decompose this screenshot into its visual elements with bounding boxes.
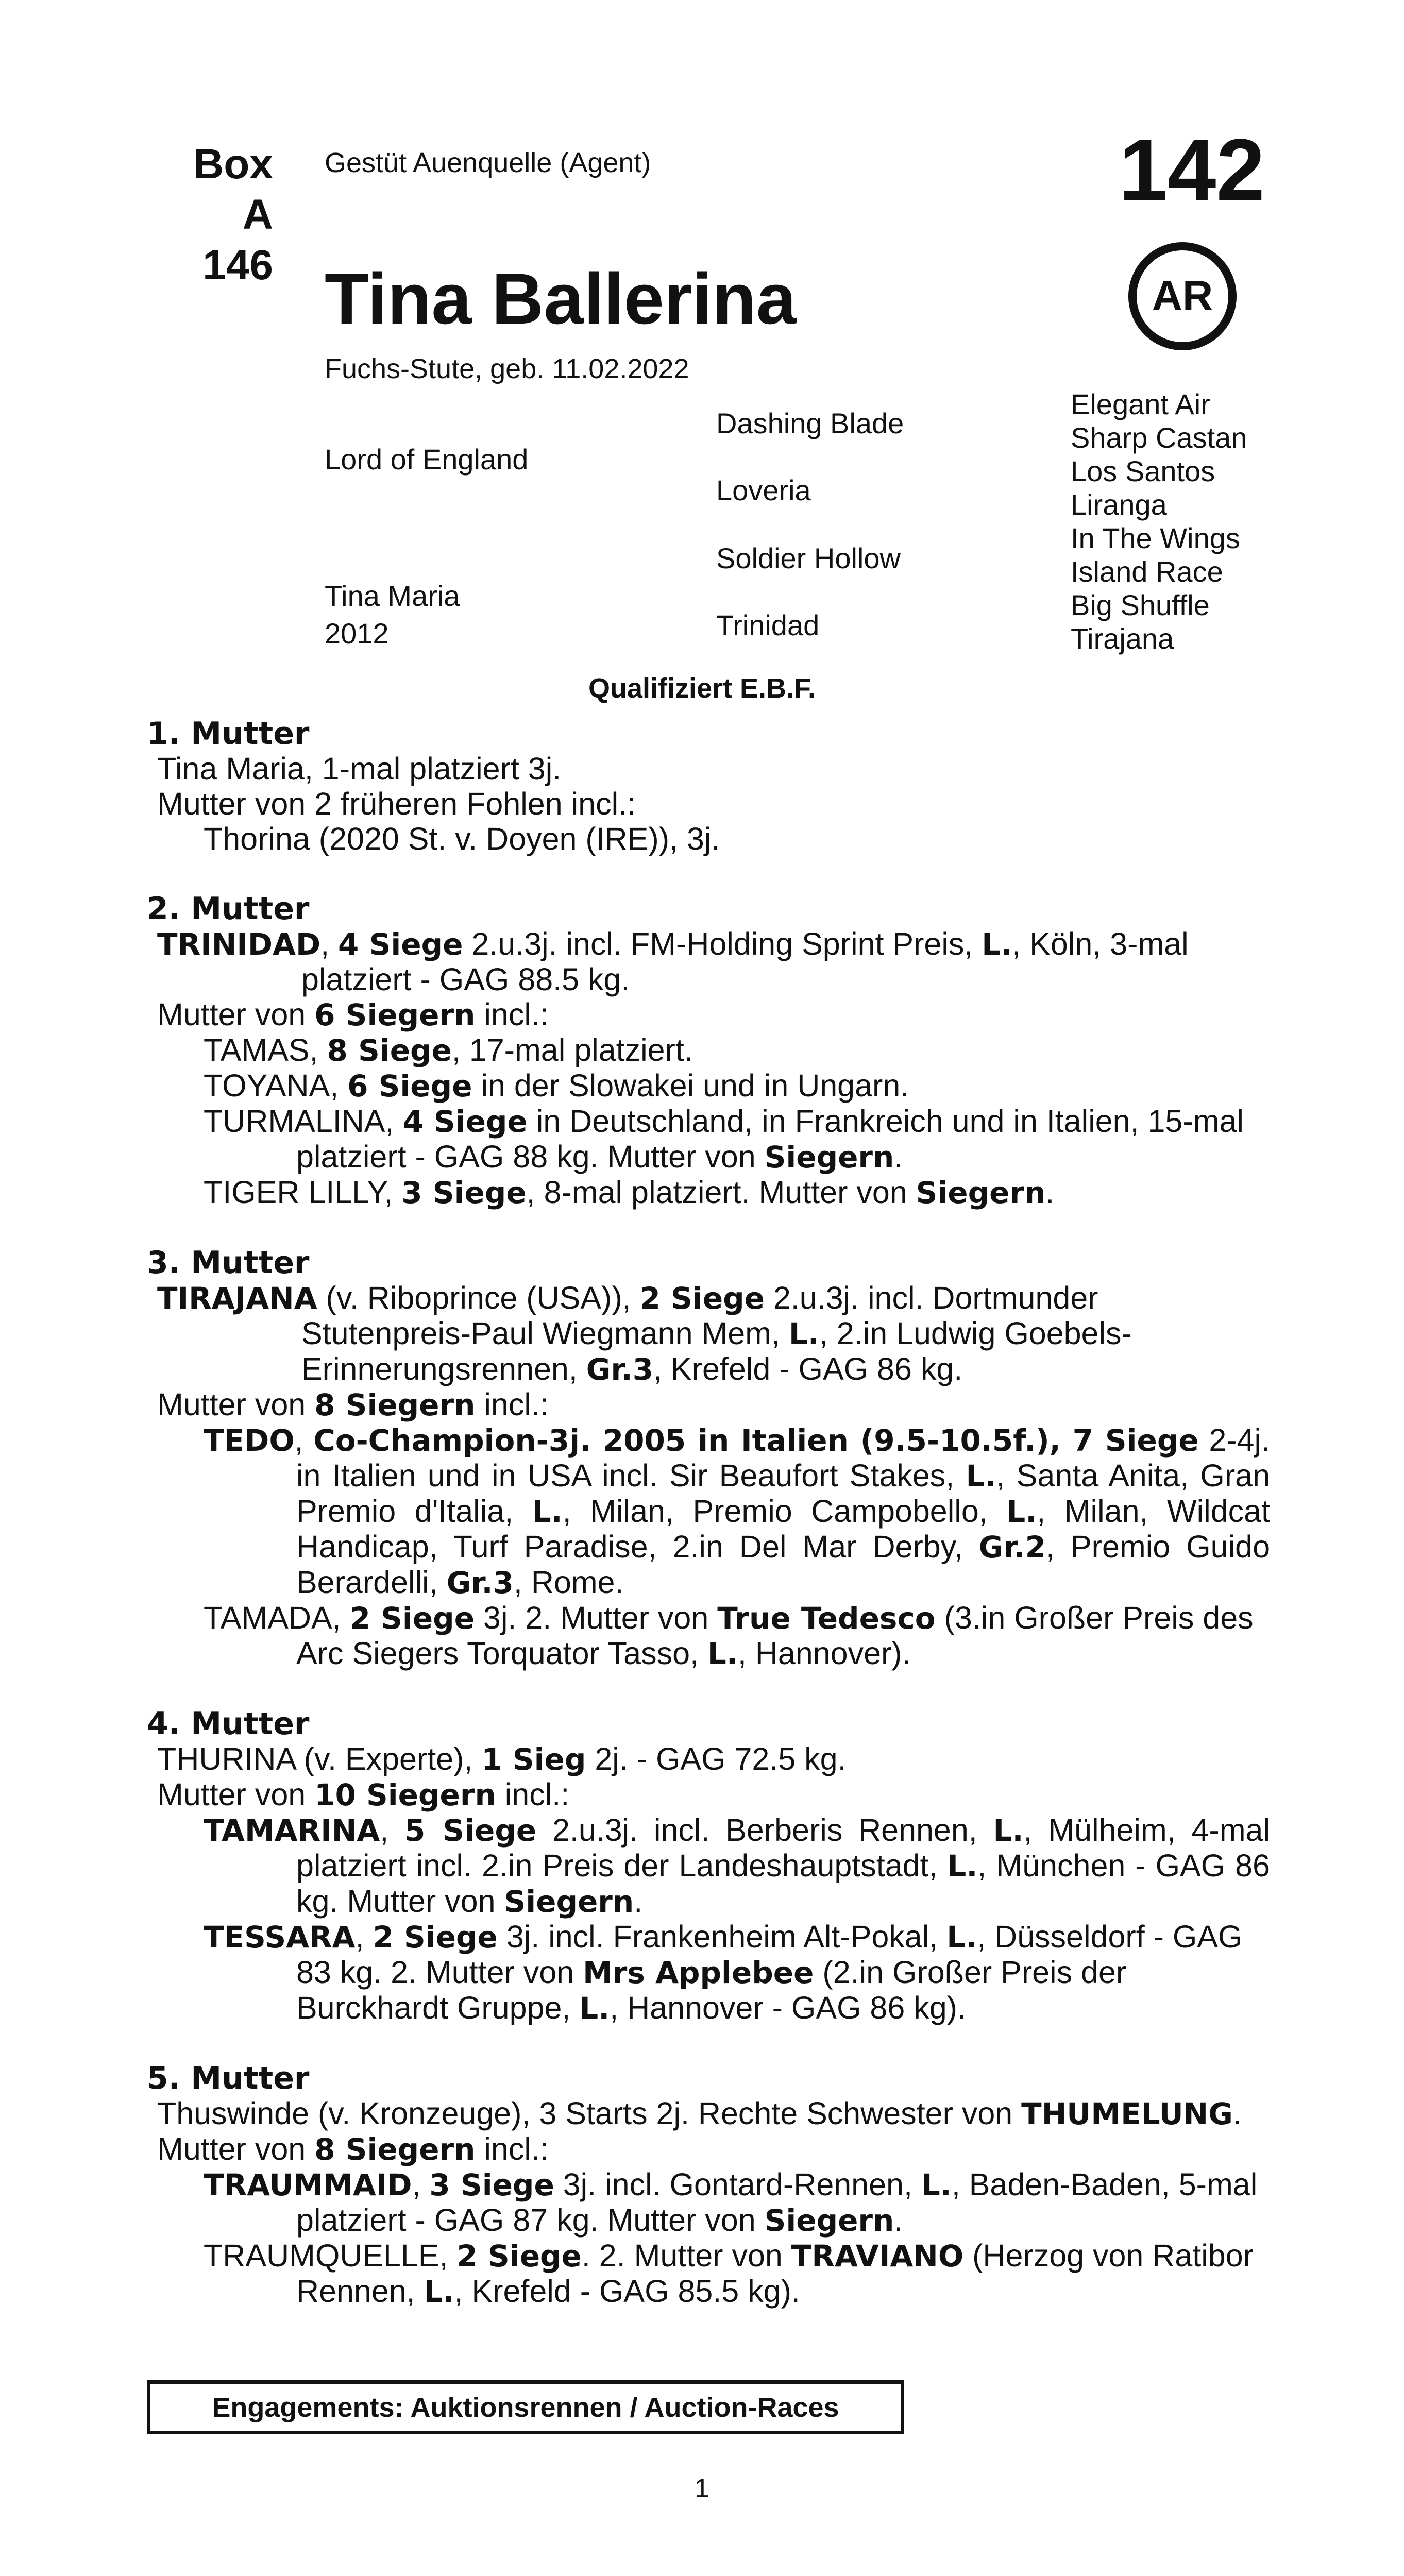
bold-run: 10 Siegern: [314, 1777, 496, 1812]
bold-run: L.: [966, 1459, 996, 1494]
engagements-box: [147, 2380, 904, 2434]
text-run: 2.u.3j. incl. Dortmunder Stutenpreis-Paul Wiegmann Mem,: [301, 1280, 1098, 1351]
section-line: [147, 926, 1270, 997]
dam-section: [147, 1245, 1270, 1671]
text-run: Mutter von: [157, 1777, 315, 1812]
bold-run: 8 Siegern: [314, 2132, 476, 2167]
qualification: Qualifiziert E.B.F.: [588, 673, 816, 704]
text-run: in der Slowakei und in Ungarn.: [472, 1068, 909, 1103]
text-run: , Mülheim, 4-mal platziert incl. 2.in Preis der Landeshauptstadt,: [296, 1812, 1271, 1883]
text-run: Thuswinde (v. Kronzeuge), 3 Starts 2j. Rechte Schwester von: [157, 2096, 1022, 2131]
dam-section: [147, 2061, 1270, 2309]
bold-run: Gr.3: [446, 1565, 514, 1600]
great-grandparent: Big Shuffle: [1071, 589, 1210, 621]
pedigree-sire-dam: Loveria: [716, 474, 811, 506]
bold-run: 2 Siege: [373, 1920, 498, 1955]
bold-run: 5 Siege: [404, 1813, 537, 1848]
text-run: 2-4j. in Italien und in USA incl. Sir Beaufort Stakes,: [296, 1422, 1270, 1493]
text-run: incl.:: [475, 2131, 549, 2166]
text-run: 3j. incl. Frankenheim Alt-Pokal,: [497, 1919, 947, 1954]
text-run: TAMADA,: [204, 1600, 350, 1635]
bold-run: 6 Siege: [347, 1069, 472, 1104]
great-grandparent: In The Wings: [1071, 522, 1240, 554]
great-grandparent: Sharp Castan: [1071, 421, 1247, 454]
bold-run: L.: [532, 1494, 563, 1529]
text-run: 2.u.3j. incl. Berberis Rennen,: [536, 1812, 993, 1848]
bold-run: Gr.2: [978, 1530, 1046, 1565]
bold-run: TRAUMMAID: [204, 2167, 412, 2202]
bold-run: TESSARA: [204, 1920, 356, 1955]
bold-run: THUMELUNG: [1021, 2096, 1233, 2131]
bold-run: TAMARINA: [204, 1813, 380, 1848]
ar-badge: [1128, 242, 1237, 350]
text-run: Mutter von: [157, 2131, 315, 2166]
text-run: incl.:: [475, 1387, 549, 1422]
section-line: [147, 1387, 1270, 1422]
bold-run: Mrs Applebee: [583, 1955, 814, 1990]
text-run: in Deutschland, in Frankreich und in Italien, 15-mal platziert - GAG 88 kg. Mutter von: [296, 1104, 1244, 1174]
great-grandparent: Tirajana: [1071, 622, 1174, 655]
section-line: [147, 1032, 1270, 1068]
pedigree-dam-year: 2012: [325, 617, 389, 650]
text-run: (v. Riboprince (USA)),: [317, 1280, 640, 1315]
section-line: [147, 786, 1270, 821]
text-run: , Milan, Wildcat Handicap, Turf Paradise, 2.in Del Mar Derby,: [296, 1494, 1270, 1564]
bold-run: 4 Siege: [402, 1104, 528, 1139]
bold-run: L.: [1006, 1494, 1037, 1529]
box-label: Box: [193, 141, 273, 188]
text-run: , Hannover).: [737, 1636, 911, 1671]
text-run: 2.u.3j. incl. FM-Holding Sprint Preis,: [463, 926, 982, 961]
text-run: ,: [294, 1422, 314, 1458]
pedigree-dam-dam: Trinidad: [716, 609, 820, 641]
bold-run: Siegern: [764, 2203, 894, 2238]
bold-run: Siegern: [504, 1884, 634, 1919]
bold-run: Gr.3: [586, 1352, 654, 1387]
text-run: , Hannover - GAG 86 kg).: [610, 1990, 966, 2025]
engagements-text: Engagements: Auktionsrennen / Auction-Races: [212, 2392, 839, 2423]
pedigree-dam-sire: Soldier Hollow: [716, 542, 901, 574]
bold-run: TRAVIANO: [791, 2239, 964, 2274]
section-line: [147, 1600, 1270, 1671]
bold-run: TIRAJANA: [157, 1281, 317, 1316]
text-run: TAMAS,: [204, 1032, 327, 1067]
text-run: , Köln, 3-mal platziert - GAG 88.5 kg.: [301, 926, 1189, 997]
section-line: [147, 2131, 1270, 2167]
dam-section: [147, 716, 1270, 856]
text-run: , Premio Guido Berardelli,: [296, 1529, 1270, 1600]
section-line: [147, 1422, 1270, 1600]
text-run: (2.in Großer Preis der Burckhardt Gruppe,: [296, 1955, 1127, 2025]
section-title: 4. Mutter: [147, 1706, 310, 1742]
section-line: [147, 1104, 1270, 1175]
text-run: Tina Maria, 1-mal platziert 3j.: [157, 751, 562, 786]
section-line: [147, 821, 1270, 856]
horse-description: Fuchs-Stute, geb. 11.02.2022: [325, 353, 689, 384]
bold-run: Co-Champion-3j. 2005 in Italien (9.5-10.5f.), 7 Siege: [313, 1423, 1199, 1458]
text-run: ,: [355, 1919, 373, 1954]
text-run: , München - GAG 86 kg. Mutter von: [296, 1848, 1270, 1919]
box-value: A 146: [202, 191, 273, 289]
bold-run: Siegern: [916, 1175, 1046, 1210]
bold-run: L.: [946, 1920, 977, 1955]
text-run: ,: [320, 926, 339, 961]
bold-run: 6 Siegern: [314, 997, 476, 1032]
bold-run: L.: [993, 1813, 1024, 1848]
text-run: incl.:: [496, 1777, 570, 1812]
text-run: 3j. 2. Mutter von: [474, 1600, 718, 1635]
section-title: 5. Mutter: [147, 2060, 310, 2096]
bold-run: L.: [947, 1849, 978, 1884]
text-run: Mutter von: [157, 997, 315, 1032]
bold-run: Siegern: [764, 1140, 894, 1175]
text-run: Mutter von: [157, 1387, 315, 1422]
text-run: .: [634, 1884, 643, 1919]
text-run: , Düsseldorf - GAG 83 kg. 2. Mutter von: [296, 1919, 1243, 1990]
section-line: [147, 1777, 1270, 1812]
section-line: [147, 2096, 1270, 2131]
text-run: ,: [412, 2167, 430, 2202]
section-title: 1. Mutter: [147, 716, 310, 752]
horse-name: Tina Ballerina: [325, 258, 797, 339]
bold-run: 4 Siege: [338, 927, 463, 962]
section-line: [147, 1919, 1270, 2026]
text-run: .: [1232, 2096, 1242, 2131]
bold-run: True Tedesco: [717, 1601, 936, 1636]
section-title: 3. Mutter: [147, 1245, 310, 1281]
text-run: incl.:: [475, 997, 549, 1032]
text-run: , Krefeld - GAG 86 kg.: [653, 1351, 963, 1386]
text-run: 3j. incl. Gontard-Rennen,: [554, 2167, 921, 2202]
text-run: , Rome.: [513, 1565, 624, 1600]
section-line: [147, 1812, 1270, 1919]
text-run: TRAUMQUELLE,: [204, 2238, 457, 2273]
bold-run: 2 Siege: [639, 1281, 765, 1316]
pedigree-great-grandparents: [1071, 387, 1247, 655]
page-number: 1: [695, 2473, 709, 2503]
text-run: .: [894, 1139, 903, 1174]
agent-name: Gestüt Auenquelle (Agent): [325, 147, 651, 178]
text-run: (3.in Großer Preis des Arc Siegers Torquator Tasso,: [296, 1600, 1254, 1671]
text-run: .: [1045, 1175, 1055, 1210]
text-run: , 17-mal platziert.: [451, 1032, 693, 1067]
great-grandparent: Los Santos: [1071, 455, 1215, 487]
ar-badge-text: AR: [1152, 273, 1213, 319]
bold-run: L.: [921, 2167, 952, 2202]
dam-section: [147, 891, 1270, 1210]
text-run: TOYANA,: [204, 1068, 348, 1103]
text-run: , Krefeld - GAG 85.5 kg).: [454, 2274, 800, 2309]
bold-run: 8 Siegern: [314, 1387, 476, 1422]
text-run: , Baden-Baden, 5-mal platziert - GAG 87 kg. Mutter von: [296, 2167, 1258, 2238]
dam-lines: [147, 716, 1270, 2309]
bold-run: L.: [788, 1316, 819, 1351]
great-grandparent: Island Race: [1071, 555, 1223, 588]
text-run: TURMALINA,: [204, 1104, 403, 1139]
bold-run: TRINIDAD: [157, 927, 321, 962]
great-grandparent: Elegant Air: [1071, 388, 1210, 420]
text-run: , 8-mal platziert. Mutter von: [526, 1175, 916, 1210]
bold-run: 8 Siege: [327, 1033, 452, 1068]
section-title: 2. Mutter: [147, 891, 310, 927]
pedigree-sire: Lord of England: [325, 443, 529, 476]
bold-run: 3 Siege: [429, 2167, 554, 2202]
section-line: [147, 1280, 1270, 1387]
text-run: THURINA (v. Experte),: [157, 1741, 482, 1776]
pedigree-dam: Tina Maria: [325, 580, 460, 612]
pedigree-sire-sire: Dashing Blade: [716, 407, 904, 439]
dam-section: [147, 1706, 1270, 2026]
bold-run: 2 Siege: [456, 2239, 582, 2274]
text-run: .: [894, 2202, 903, 2238]
bold-run: TEDO: [204, 1423, 295, 1458]
section-line: [147, 2167, 1270, 2238]
text-run: Mutter von 2 früheren Fohlen incl.:: [157, 786, 636, 821]
lot-number: 142: [1119, 121, 1265, 219]
text-run: TIGER LILLY,: [204, 1175, 402, 1210]
section-line: [147, 1175, 1270, 1210]
text-run: 2j. - GAG 72.5 kg.: [586, 1741, 847, 1776]
section-line: [147, 751, 1270, 786]
text-run: , Milan, Premio Campobello,: [562, 1494, 1007, 1529]
bold-run: 1 Sieg: [481, 1742, 586, 1777]
section-line: [147, 1741, 1270, 1777]
bold-run: L.: [982, 927, 1012, 962]
text-run: (Herzog von Ratibor Rennen,: [296, 2238, 1254, 2309]
bold-run: 3 Siege: [401, 1175, 527, 1210]
section-line: [147, 2238, 1270, 2309]
section-line: [147, 997, 1270, 1032]
bold-run: 2 Siege: [349, 1601, 475, 1636]
text-run: ,: [380, 1812, 404, 1848]
bold-run: L.: [424, 2274, 454, 2309]
bold-run: L.: [579, 1991, 610, 2026]
text-run: , 2.in Ludwig Goebels-Erinnerungsrennen,: [301, 1316, 1132, 1386]
great-grandparent: Liranga: [1071, 488, 1167, 521]
box-number: [175, 139, 273, 291]
text-run: Thorina (2020 St. v. Doyen (IRE)), 3j.: [204, 821, 720, 856]
section-line: [147, 1068, 1270, 1104]
bold-run: L.: [707, 1636, 738, 1671]
text-run: . 2. Mutter von: [581, 2238, 791, 2273]
text-run: , Santa Anita, Gran Premio d'Italia,: [296, 1458, 1271, 1529]
